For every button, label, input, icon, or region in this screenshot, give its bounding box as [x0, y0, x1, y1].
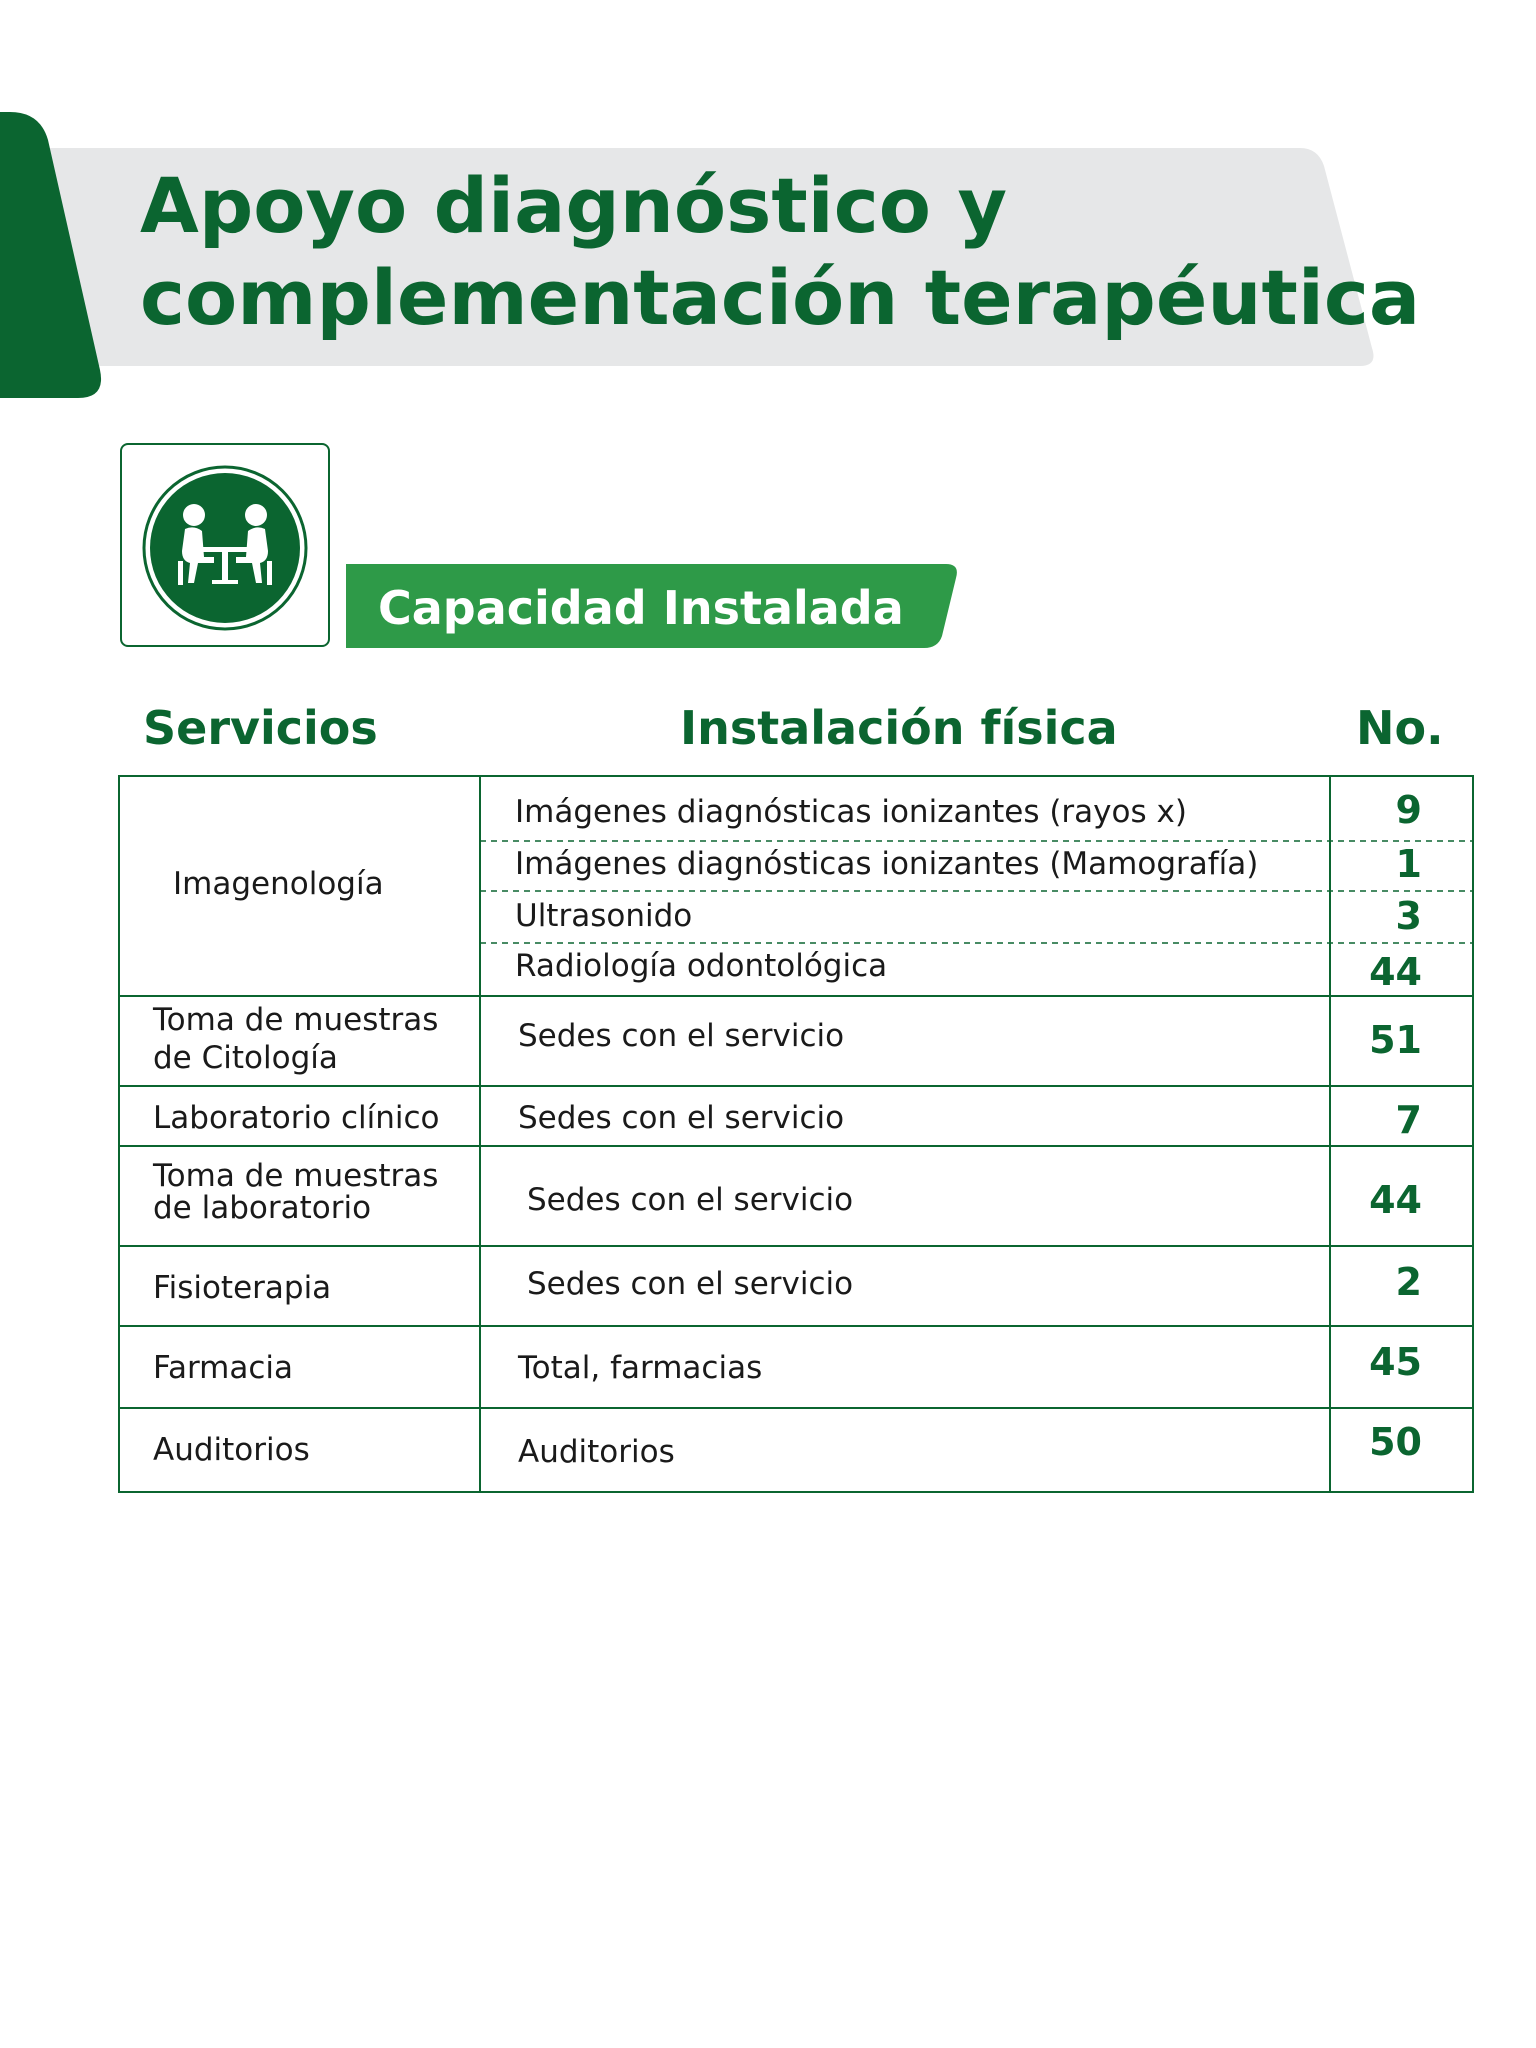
service-toma-laboratorio-line2: de laboratorio — [153, 1190, 372, 1226]
number-ultrasonido: 3 — [1395, 894, 1422, 938]
installation-mamografia: Imágenes diagnósticas ionizantes (Mamografía) — [515, 846, 1259, 882]
column-header-installation: Instalación física — [680, 701, 1118, 755]
service-laboratorio-clinico: Laboratorio clínico — [153, 1100, 440, 1136]
service-fisioterapia: Fisioterapia — [153, 1270, 332, 1306]
number-radiologia-odontologica: 44 — [1369, 950, 1422, 994]
service-auditorios: Auditorios — [153, 1432, 310, 1468]
number-mamografia: 1 — [1395, 842, 1422, 886]
number-farmacia: 45 — [1369, 1340, 1422, 1384]
installation-ultrasonido: Ultrasonido — [515, 898, 693, 934]
service-imagenologia: Imagenología — [173, 866, 384, 902]
column-header-number: No. — [1356, 701, 1444, 755]
installation-rayos-x: Imágenes diagnósticas ionizantes (rayos x) — [515, 794, 1187, 830]
installation-fisioterapia: Sedes con el servicio — [527, 1266, 854, 1302]
number-toma-laboratorio: 44 — [1369, 1178, 1422, 1222]
service-toma-citologia-line1: Toma de muestras — [153, 1002, 439, 1038]
number-citologia: 51 — [1369, 1018, 1422, 1062]
installation-toma-laboratorio: Sedes con el servicio — [527, 1182, 854, 1218]
service-toma-laboratorio-line1: Toma de muestras — [153, 1158, 439, 1194]
number-rayos-x: 9 — [1395, 788, 1422, 832]
number-laboratorio-clinico: 7 — [1395, 1098, 1422, 1142]
installation-farmacia: Total, farmacias — [518, 1350, 763, 1386]
column-header-services: Servicios — [143, 701, 378, 755]
installation-radiologia-odontologica: Radiología odontológica — [515, 948, 888, 984]
number-fisioterapia: 2 — [1395, 1260, 1422, 1304]
section-title: Capacidad Instalada — [378, 581, 904, 635]
installation-citologia: Sedes con el servicio — [518, 1018, 845, 1054]
number-auditorios: 50 — [1369, 1420, 1422, 1464]
installation-auditorios: Auditorios — [518, 1434, 675, 1470]
service-toma-citologia-line2: de Citología — [153, 1040, 338, 1076]
page-title-line1: Apoyo diagnóstico y — [140, 161, 1007, 250]
service-farmacia: Farmacia — [153, 1350, 294, 1386]
page-title-line2: complementación terapéutica — [140, 253, 1421, 342]
installation-laboratorio-clinico: Sedes con el servicio — [518, 1100, 845, 1136]
